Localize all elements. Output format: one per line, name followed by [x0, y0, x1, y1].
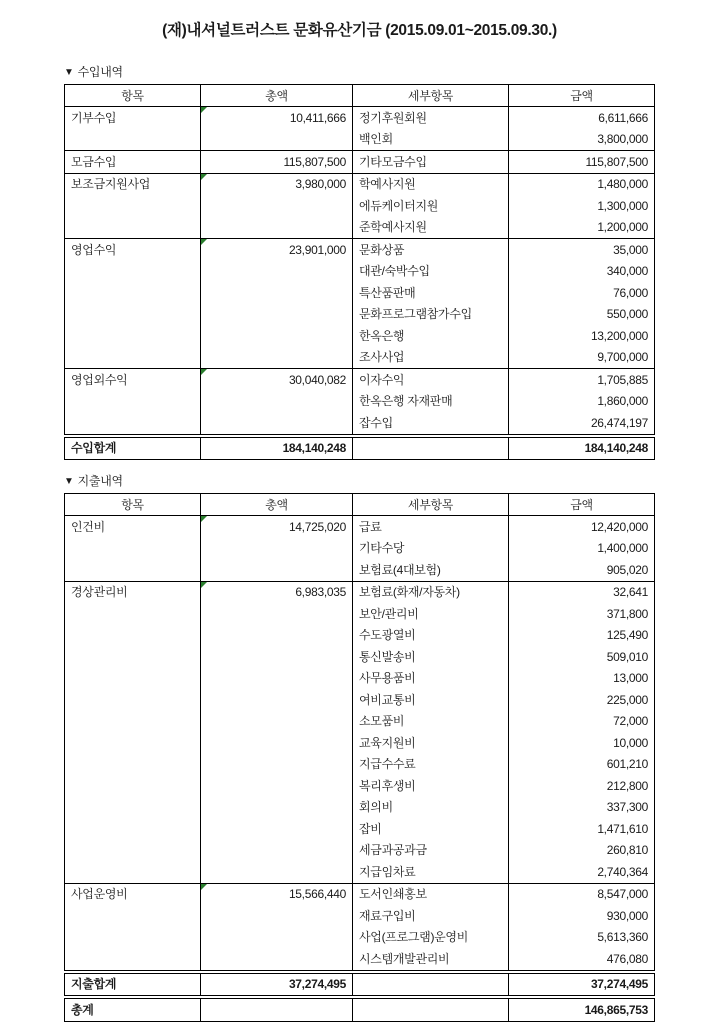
total-amount-cell: 184,140,248	[201, 436, 353, 460]
total-amount-cell: 37,274,495	[201, 972, 353, 998]
column-header: 금액	[509, 494, 655, 516]
income-table-mount	[64, 84, 719, 460]
amount-cell: 1,400,000	[509, 538, 655, 560]
group-total-cell: 15,566,440	[201, 883, 353, 972]
detail-cell: 기타모금수입	[353, 151, 509, 174]
detail-cell: 사업(프로그램)운영비	[353, 927, 509, 949]
amount-cell: 905,020	[509, 559, 655, 581]
item-cell: 경상관리비	[65, 581, 201, 883]
amount-cell: 8,547,000	[509, 883, 655, 905]
detail-cell: 복리후생비	[353, 775, 509, 797]
amount-cell: 260,810	[509, 840, 655, 862]
amount-cell: 1,300,000	[509, 195, 655, 217]
income-section	[0, 63, 719, 460]
item-cell: 보조금지원사업	[65, 173, 201, 239]
amount-cell: 1,200,000	[509, 217, 655, 239]
amount-cell: 26,474,197	[509, 412, 655, 436]
detail-cell: 급료	[353, 516, 509, 538]
detail-cell: 여비교통비	[353, 689, 509, 711]
empty-cell	[353, 997, 509, 1021]
table-row	[65, 883, 655, 905]
item-cell: 기부수입	[65, 107, 201, 151]
detail-cell: 소모품비	[353, 711, 509, 733]
detail-cell: 보험료(4대보험)	[353, 559, 509, 581]
detail-cell: 특산품판매	[353, 282, 509, 304]
detail-cell: 한옥은행	[353, 325, 509, 347]
group-total-cell: 30,040,082	[201, 369, 353, 436]
section-title: 지출내역	[77, 474, 123, 488]
detail-cell: 세금과공과금	[353, 840, 509, 862]
detail-cell: 정기후원회원	[353, 107, 509, 129]
amount-cell: 1,705,885	[509, 369, 655, 391]
grand-total-row	[65, 997, 655, 1021]
group-total-cell: 115,807,500	[201, 151, 353, 174]
table-row	[65, 173, 655, 195]
amount-cell: 225,000	[509, 689, 655, 711]
section-title: 수입내역	[77, 65, 123, 79]
total-amount-cell: 146,865,753	[509, 997, 655, 1021]
amount-cell: 476,080	[509, 948, 655, 972]
amount-cell: 6,611,666	[509, 107, 655, 129]
detail-cell: 보안/관리비	[353, 603, 509, 625]
expense-section	[0, 472, 719, 1022]
total-amount-cell: 37,274,495	[509, 972, 655, 998]
detail-cell: 지급수수료	[353, 754, 509, 776]
amount-cell: 1,860,000	[509, 391, 655, 413]
column-header: 총액	[201, 494, 353, 516]
item-cell: 인건비	[65, 516, 201, 582]
detail-cell: 에듀케이터지원	[353, 195, 509, 217]
detail-cell: 대관/숙박수입	[353, 261, 509, 283]
item-cell: 영업외수익	[65, 369, 201, 436]
detail-cell: 수도광열비	[353, 625, 509, 647]
item-cell: 영업수익	[65, 239, 201, 369]
column-header: 총액	[201, 85, 353, 107]
group-total-cell: 10,411,666	[201, 107, 353, 151]
column-header: 항목	[65, 85, 201, 107]
detail-cell: 이자수익	[353, 369, 509, 391]
amount-cell: 12,420,000	[509, 516, 655, 538]
detail-cell: 재료구입비	[353, 905, 509, 927]
expense-table-mount	[64, 493, 719, 1022]
expense-table	[64, 493, 655, 1022]
section-marker-icon: ▼	[64, 67, 74, 78]
table-row	[65, 151, 655, 174]
detail-cell: 통신발송비	[353, 646, 509, 668]
detail-cell: 준학예사지원	[353, 217, 509, 239]
column-header: 세부항목	[353, 494, 509, 516]
detail-cell: 백인회	[353, 129, 509, 151]
table-row	[65, 107, 655, 129]
amount-cell: 509,010	[509, 646, 655, 668]
subtotal-row	[65, 436, 655, 460]
amount-cell: 601,210	[509, 754, 655, 776]
amount-cell: 125,490	[509, 625, 655, 647]
subtotal-row	[65, 972, 655, 998]
detail-cell: 잡수입	[353, 412, 509, 436]
page-title: (재)내셔널트러스트 문화유산기금 (2015.09.01~2015.09.30.)	[162, 22, 557, 39]
amount-cell: 1,471,610	[509, 818, 655, 840]
total-label-cell: 수입합계	[65, 436, 201, 460]
empty-cell	[353, 436, 509, 460]
detail-cell: 조사사업	[353, 347, 509, 369]
amount-cell: 115,807,500	[509, 151, 655, 174]
amount-cell: 72,000	[509, 711, 655, 733]
detail-cell: 문화프로그램참가수입	[353, 304, 509, 326]
detail-cell: 회의비	[353, 797, 509, 819]
detail-cell: 한옥은행 자재판매	[353, 391, 509, 413]
header-row	[65, 494, 655, 516]
detail-cell: 보험료(화재/자동차)	[353, 581, 509, 603]
amount-cell: 13,000	[509, 668, 655, 690]
total-label-cell: 총계	[65, 997, 201, 1021]
detail-cell: 문화상품	[353, 239, 509, 261]
group-total-cell: 14,725,020	[201, 516, 353, 582]
group-total-cell: 23,901,000	[201, 239, 353, 369]
item-cell: 모금수입	[65, 151, 201, 174]
amount-cell: 371,800	[509, 603, 655, 625]
column-header: 금액	[509, 85, 655, 107]
amount-cell: 2,740,364	[509, 861, 655, 883]
amount-cell: 76,000	[509, 282, 655, 304]
amount-cell: 1,480,000	[509, 173, 655, 195]
group-total-cell: 3,980,000	[201, 173, 353, 239]
amount-cell: 32,641	[509, 581, 655, 603]
total-label-cell: 지출합계	[65, 972, 201, 998]
detail-cell: 시스템개발관리비	[353, 948, 509, 972]
income-table	[64, 84, 655, 460]
report-page	[0, 18, 719, 1018]
item-cell: 사업운영비	[65, 883, 201, 972]
column-header: 항목	[65, 494, 201, 516]
table-row	[65, 581, 655, 603]
empty-cell	[353, 972, 509, 998]
section-marker-icon: ▼	[64, 476, 74, 487]
amount-cell: 340,000	[509, 261, 655, 283]
amount-cell: 3,800,000	[509, 129, 655, 151]
group-total-cell: 6,983,035	[201, 581, 353, 883]
income-section-label	[64, 63, 719, 80]
amount-cell: 337,300	[509, 797, 655, 819]
expense-section-label	[64, 472, 719, 489]
table-row	[65, 516, 655, 538]
amount-cell: 930,000	[509, 905, 655, 927]
amount-cell: 10,000	[509, 732, 655, 754]
table-row	[65, 239, 655, 261]
detail-cell: 지급임차료	[353, 861, 509, 883]
detail-cell: 학예사지원	[353, 173, 509, 195]
table-row	[65, 369, 655, 391]
amount-cell: 9,700,000	[509, 347, 655, 369]
detail-cell: 교육지원비	[353, 732, 509, 754]
header-row	[65, 85, 655, 107]
amount-cell: 212,800	[509, 775, 655, 797]
amount-cell: 35,000	[509, 239, 655, 261]
amount-cell: 5,613,360	[509, 927, 655, 949]
detail-cell: 사무용품비	[353, 668, 509, 690]
detail-cell: 도서인쇄홍보	[353, 883, 509, 905]
total-amount-cell	[201, 997, 353, 1021]
column-header: 세부항목	[353, 85, 509, 107]
amount-cell: 13,200,000	[509, 325, 655, 347]
detail-cell: 기타수당	[353, 538, 509, 560]
total-amount-cell: 184,140,248	[509, 436, 655, 460]
amount-cell: 550,000	[509, 304, 655, 326]
detail-cell: 잡비	[353, 818, 509, 840]
